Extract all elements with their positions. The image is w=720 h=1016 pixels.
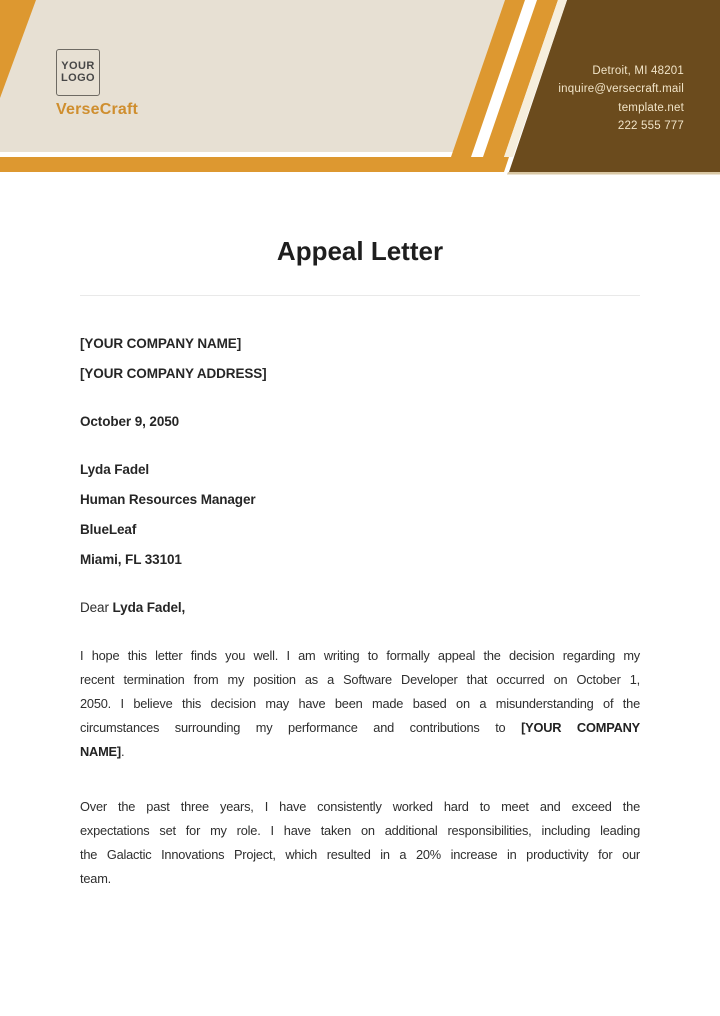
body-text-segment: . bbox=[120, 744, 125, 759]
paragraph-2-line-2 bbox=[80, 819, 640, 843]
salutation-block bbox=[80, 596, 640, 620]
body-text-segment: expectations set for my role. I have taken on additional responsibilities, including leading bbox=[80, 823, 640, 838]
logo-placeholder bbox=[56, 49, 100, 96]
logo-text-line2: LOGO bbox=[61, 71, 95, 84]
paragraph-2-line-4 bbox=[80, 867, 640, 891]
paragraph-1-line-4 bbox=[80, 716, 640, 740]
body-text-segment: Over the past three years, I have consistently worked hard to meet and exceed the bbox=[80, 799, 640, 814]
recipient-block bbox=[80, 458, 640, 572]
letter-body bbox=[0, 175, 720, 922]
placeholder-bold-text: [YOUR COMPANY bbox=[521, 720, 640, 735]
contact-phone: 222 555 777 bbox=[617, 119, 684, 132]
body-text-segment: I hope this letter finds you well. I am writing to formally appeal the decision regarding my bbox=[80, 648, 640, 663]
letterhead bbox=[0, 0, 720, 175]
paragraph-2 bbox=[80, 795, 640, 891]
document-title: Appeal Letter bbox=[276, 236, 444, 266]
paragraph-1-line-5 bbox=[80, 740, 640, 764]
contact-website: template.net bbox=[618, 101, 684, 114]
body-text-segment: 2050. I believe this decision may have been made based on a misunderstanding of the bbox=[80, 696, 640, 711]
recipient-name: Lyda Fadel bbox=[80, 462, 150, 477]
paragraph-2-line-1 bbox=[80, 795, 640, 819]
body-paragraphs bbox=[80, 644, 640, 891]
salutation bbox=[80, 596, 640, 620]
contact-address: Detroit, MI 48201 bbox=[592, 65, 684, 77]
paragraph-1-line-1 bbox=[80, 644, 640, 668]
company-name-placeholder: [YOUR COMPANY NAME] bbox=[80, 336, 242, 351]
recipient-company: BlueLeaf bbox=[80, 522, 137, 537]
recipient-address: Miami, FL 33101 bbox=[80, 552, 182, 567]
letter-date: October 9, 2050 bbox=[80, 414, 180, 429]
body-text-segment: the Galactic Innovations Project, which resulted in a 20% increase in productivity for our bbox=[80, 847, 640, 862]
title-divider bbox=[80, 295, 640, 296]
sender-block bbox=[80, 332, 640, 386]
contact-block bbox=[558, 62, 684, 135]
contact-email: inquire@versecraft.mail bbox=[558, 83, 684, 96]
paragraph-1 bbox=[80, 644, 640, 764]
paragraph-1-line-3 bbox=[80, 692, 640, 716]
date-block bbox=[80, 410, 640, 434]
logo-text-line1: YOUR bbox=[61, 60, 95, 72]
recipient-title: Human Resources Manager bbox=[80, 492, 256, 507]
paragraph-1-line-2 bbox=[80, 668, 640, 692]
placeholder-bold-text: NAME] bbox=[80, 744, 121, 759]
body-text-segment: recent termination from my position as a Software Developer that occurred on October 1, bbox=[80, 672, 640, 687]
header-bottom-bar bbox=[0, 157, 509, 172]
body-text-segment: team. bbox=[80, 871, 112, 886]
paragraph-2-line-3 bbox=[80, 843, 640, 867]
letter-text bbox=[80, 332, 640, 891]
brand-name: VerseCraft bbox=[56, 101, 139, 118]
company-address-placeholder: [YOUR COMPANY ADDRESS] bbox=[80, 366, 267, 381]
salutation-prefix: Dear bbox=[80, 600, 113, 615]
salutation-name: Lyda Fadel, bbox=[112, 600, 186, 615]
body-text-segment: circumstances surrounding my performance and contributions to bbox=[80, 720, 522, 735]
